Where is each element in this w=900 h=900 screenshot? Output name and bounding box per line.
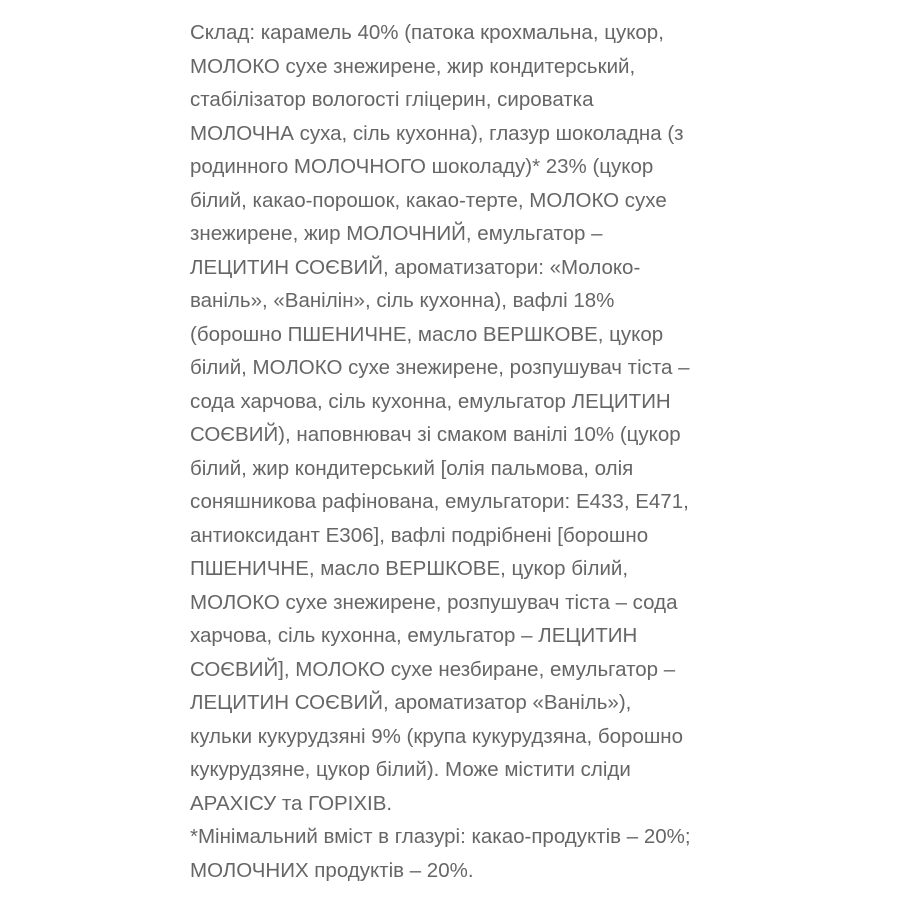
ingredients-line: кульки кукурудзяні 9% (крупа кукурудзяна, борошно xyxy=(190,724,684,748)
ingredients-line: (борошно ПШЕНИЧНЕ, масло ВЕРШКОВЕ, цукор xyxy=(190,322,664,346)
ingredients-line: харчова, сіль кухонна, емульгатор – ЛЕЦИТИН xyxy=(190,624,638,647)
ingredients-line: МОЛОКО сухе знежирене, розпушувач тіста – сода xyxy=(190,590,678,614)
ingredients-line: СОЄВИЙ], МОЛОКО сухе незбиране, емульгатор – xyxy=(190,657,676,681)
ingredients-line: знежирене, жир МОЛОЧНИЙ, емульгатор – xyxy=(190,222,603,245)
ingredients-line: білий, МОЛОКО сухе знежирене, розпушувач тіста – xyxy=(190,356,690,379)
ingredients-line: ЛЕЦИТИН СОЄВИЙ, ароматизатор «Ваніль»), xyxy=(190,691,632,714)
ingredients-line: ЛЕЦИТИН СОЄВИЙ, ароматизатори: «Молоко- xyxy=(190,255,641,279)
ingredients-line: кукурудзяне, цукор білий). Може містити сліди xyxy=(190,758,631,781)
ingredients-line: ваніль», «Ванілін», сіль кухонна), вафлі 18% xyxy=(190,289,615,312)
ingredients-line: родинного МОЛОЧНОГО шоколаду)* 23% (цукор xyxy=(190,155,654,178)
ingredients-line: МОЛОЧНА суха, сіль кухонна), глазур шоколадна (з xyxy=(190,121,684,145)
ingredients-line: Склад: карамель 40% (патока крохмальна, цукор, xyxy=(190,21,664,44)
ingredients-line: сода харчова, сіль кухонна, емульгатор ЛЕЦИТИН xyxy=(190,389,671,413)
ingredients-line: білий, какао-порошок, какао-терте, МОЛОКО сухе xyxy=(190,188,667,212)
ingredients-line: стабілізатор вологості гліцерин, сироватка xyxy=(190,88,594,111)
ingredients-line: антиоксидант Е306], вафлі подрібнені [борошно xyxy=(190,523,649,547)
ingredients-line: соняшникова рафінована, емульгатори: Е433, Е471, xyxy=(190,490,689,513)
ingredients-line: СОЄВИЙ), наповнювач зі смаком ванілі 10% (цукор xyxy=(190,423,681,446)
ingredients-line: білий, жир кондитерський [олія пальмова, олія xyxy=(190,456,634,480)
footnote-line: МОЛОЧНИХ продуктів – 20%. xyxy=(190,858,474,882)
ingredients-line: АРАХІСУ та ГОРІХІВ. xyxy=(190,791,393,815)
ingredients-text xyxy=(190,16,710,887)
ingredients-line: ПШЕНИЧНЕ, масло ВЕРШКОВЕ, цукор білий, xyxy=(190,557,629,580)
ingredients-line: МОЛОКО сухе знежирене, жир кондитерський, xyxy=(190,54,636,78)
footnote-line: *Мінімальний вміст в глазурі: какао-продуктів – 20%; xyxy=(190,825,691,848)
